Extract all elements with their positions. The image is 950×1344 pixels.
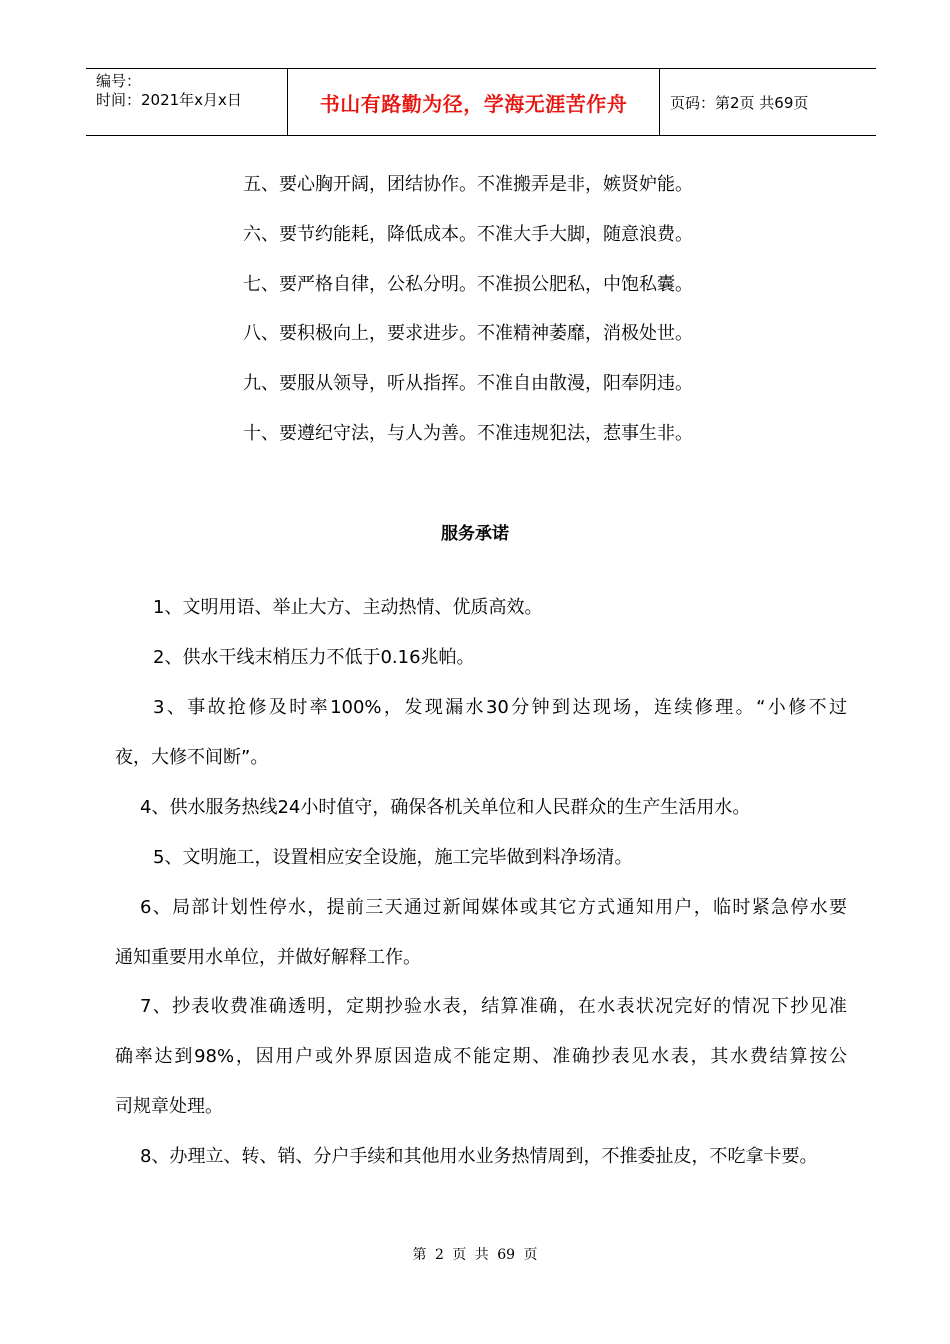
commitment-item-continued: 夜，大修不间断”。 bbox=[115, 747, 269, 768]
commitment-item: 2、供水干线末梢压力不低于0.16兆帕。 bbox=[153, 647, 475, 668]
header-page-info bbox=[660, 69, 876, 135]
rule-item: 八、要积极向上，要求进步。不准精神萎靡，消极处世。 bbox=[243, 323, 693, 344]
commitment-item: 3、事故抢修及时率100%，发现漏水30分钟到达现场，连续修理。“小修不过 bbox=[153, 697, 847, 718]
commitment-item-continued: 司规章处理。 bbox=[115, 1096, 223, 1117]
page-header bbox=[86, 68, 876, 136]
commitment-item: 4、供水服务热线24小时值守，确保各机关单位和人民群众的生产生活用水。 bbox=[140, 797, 751, 818]
header-motto-cell bbox=[287, 69, 660, 135]
commitment-item: 7、抄表收费准确透明，定期抄验水表，结算准确，在水表状况完好的情况下抄见准 bbox=[140, 996, 847, 1017]
page-footer: 第 2 页 共 69 页 bbox=[412, 1247, 538, 1263]
rule-item: 七、要严格自律，公私分明。不准损公肥私，中饱私囊。 bbox=[243, 274, 693, 295]
rule-item: 十、要遵纪守法，与人为善。不准违规犯法，惹事生非。 bbox=[243, 423, 693, 444]
rule-item: 五、要心胸开阔，团结协作。不准搬弄是非，嫉贤妒能。 bbox=[243, 174, 693, 195]
number-label: 编号： bbox=[96, 72, 142, 90]
time-label: 时间：2021年x月x日 bbox=[96, 91, 242, 109]
motto-text: 书山有路勤为径，学海无涯苦作舟 bbox=[319, 91, 628, 116]
rule-item: 九、要服从领导，听从指挥。不准自由散漫，阳奉阴违。 bbox=[243, 373, 693, 394]
commitment-item: 5、文明施工，设置相应安全设施，施工完毕做到料净场清。 bbox=[153, 847, 633, 868]
commitment-item-continued: 确率达到98%，因用户或外界原因造成不能定期、准确抄表见水表，其水费结算按公 bbox=[115, 1046, 847, 1067]
page-info-text: 页码：第2页 共69页 bbox=[670, 93, 809, 112]
header-meta bbox=[86, 69, 287, 135]
commitment-item: 1、文明用语、举止大方、主动热情、优质高效。 bbox=[153, 597, 543, 618]
commitment-item-continued: 通知重要用水单位，并做好解释工作。 bbox=[115, 947, 421, 968]
rule-item: 六、要节约能耗，降低成本。不准大手大脚，随意浪费。 bbox=[243, 224, 693, 245]
commitment-item: 8、办理立、转、销、分户手续和其他用水业务热情周到，不推委扯皮，不吃拿卡要。 bbox=[140, 1146, 818, 1167]
commitment-item: 6、局部计划性停水，提前三天通过新闻媒体或其它方式通知用户，临时紧急停水要 bbox=[140, 897, 847, 918]
section-title: 服务承诺 bbox=[441, 524, 509, 544]
